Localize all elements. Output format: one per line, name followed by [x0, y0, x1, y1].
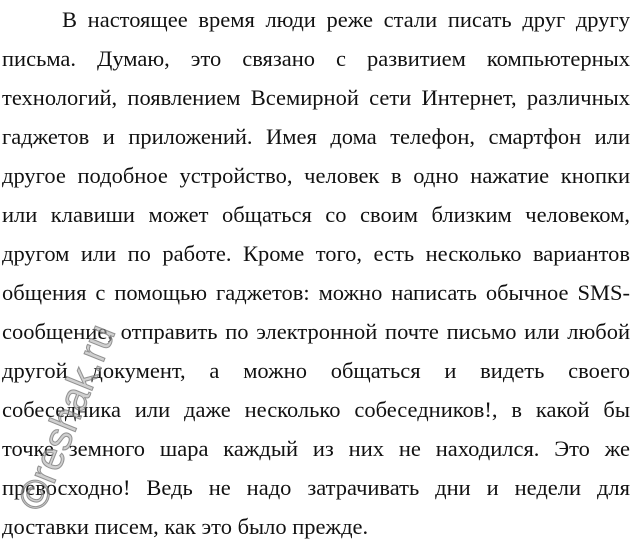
text-line: технологий, появлением Всемирной сети Интернет, различных	[2, 85, 630, 110]
text-line: другое подобное устройство, человек в одно нажатие кнопки	[2, 163, 630, 188]
text-line: доставки писем, как это было прежде.	[2, 514, 369, 539]
text-line: другом или по работе. Кроме того, есть несколько вариантов	[2, 241, 630, 266]
text-line: другой документ, а можно общаться и видеть своего	[2, 358, 630, 383]
text-line: превосходно! Ведь не надо затрачивать дни и недели для	[2, 475, 630, 500]
text-line: сообщение, отправить по электронной почте письмо или любой	[2, 319, 630, 344]
text-line: общения с помощью гаджетов: можно написать обычное SMS-	[2, 280, 630, 305]
document-paragraph	[2, 0, 630, 546]
watermark: ©reshak.ru	[10, 318, 125, 517]
text-line: письма. Думаю, это связано с развитием компьютерных	[2, 46, 630, 71]
text-line: В настоящее время люди реже стали писать друг другу	[62, 7, 630, 32]
text-line: точке земного шара каждый из них не находился. Это же	[2, 436, 630, 461]
text-line: или клавиши может общаться со своим близким человеком,	[2, 202, 630, 227]
text-line: гаджетов и приложений. Имея дома телефон, смартфон или	[2, 124, 630, 149]
text-line: собеседника или даже несколько собеседников!, в какой бы	[2, 397, 630, 422]
